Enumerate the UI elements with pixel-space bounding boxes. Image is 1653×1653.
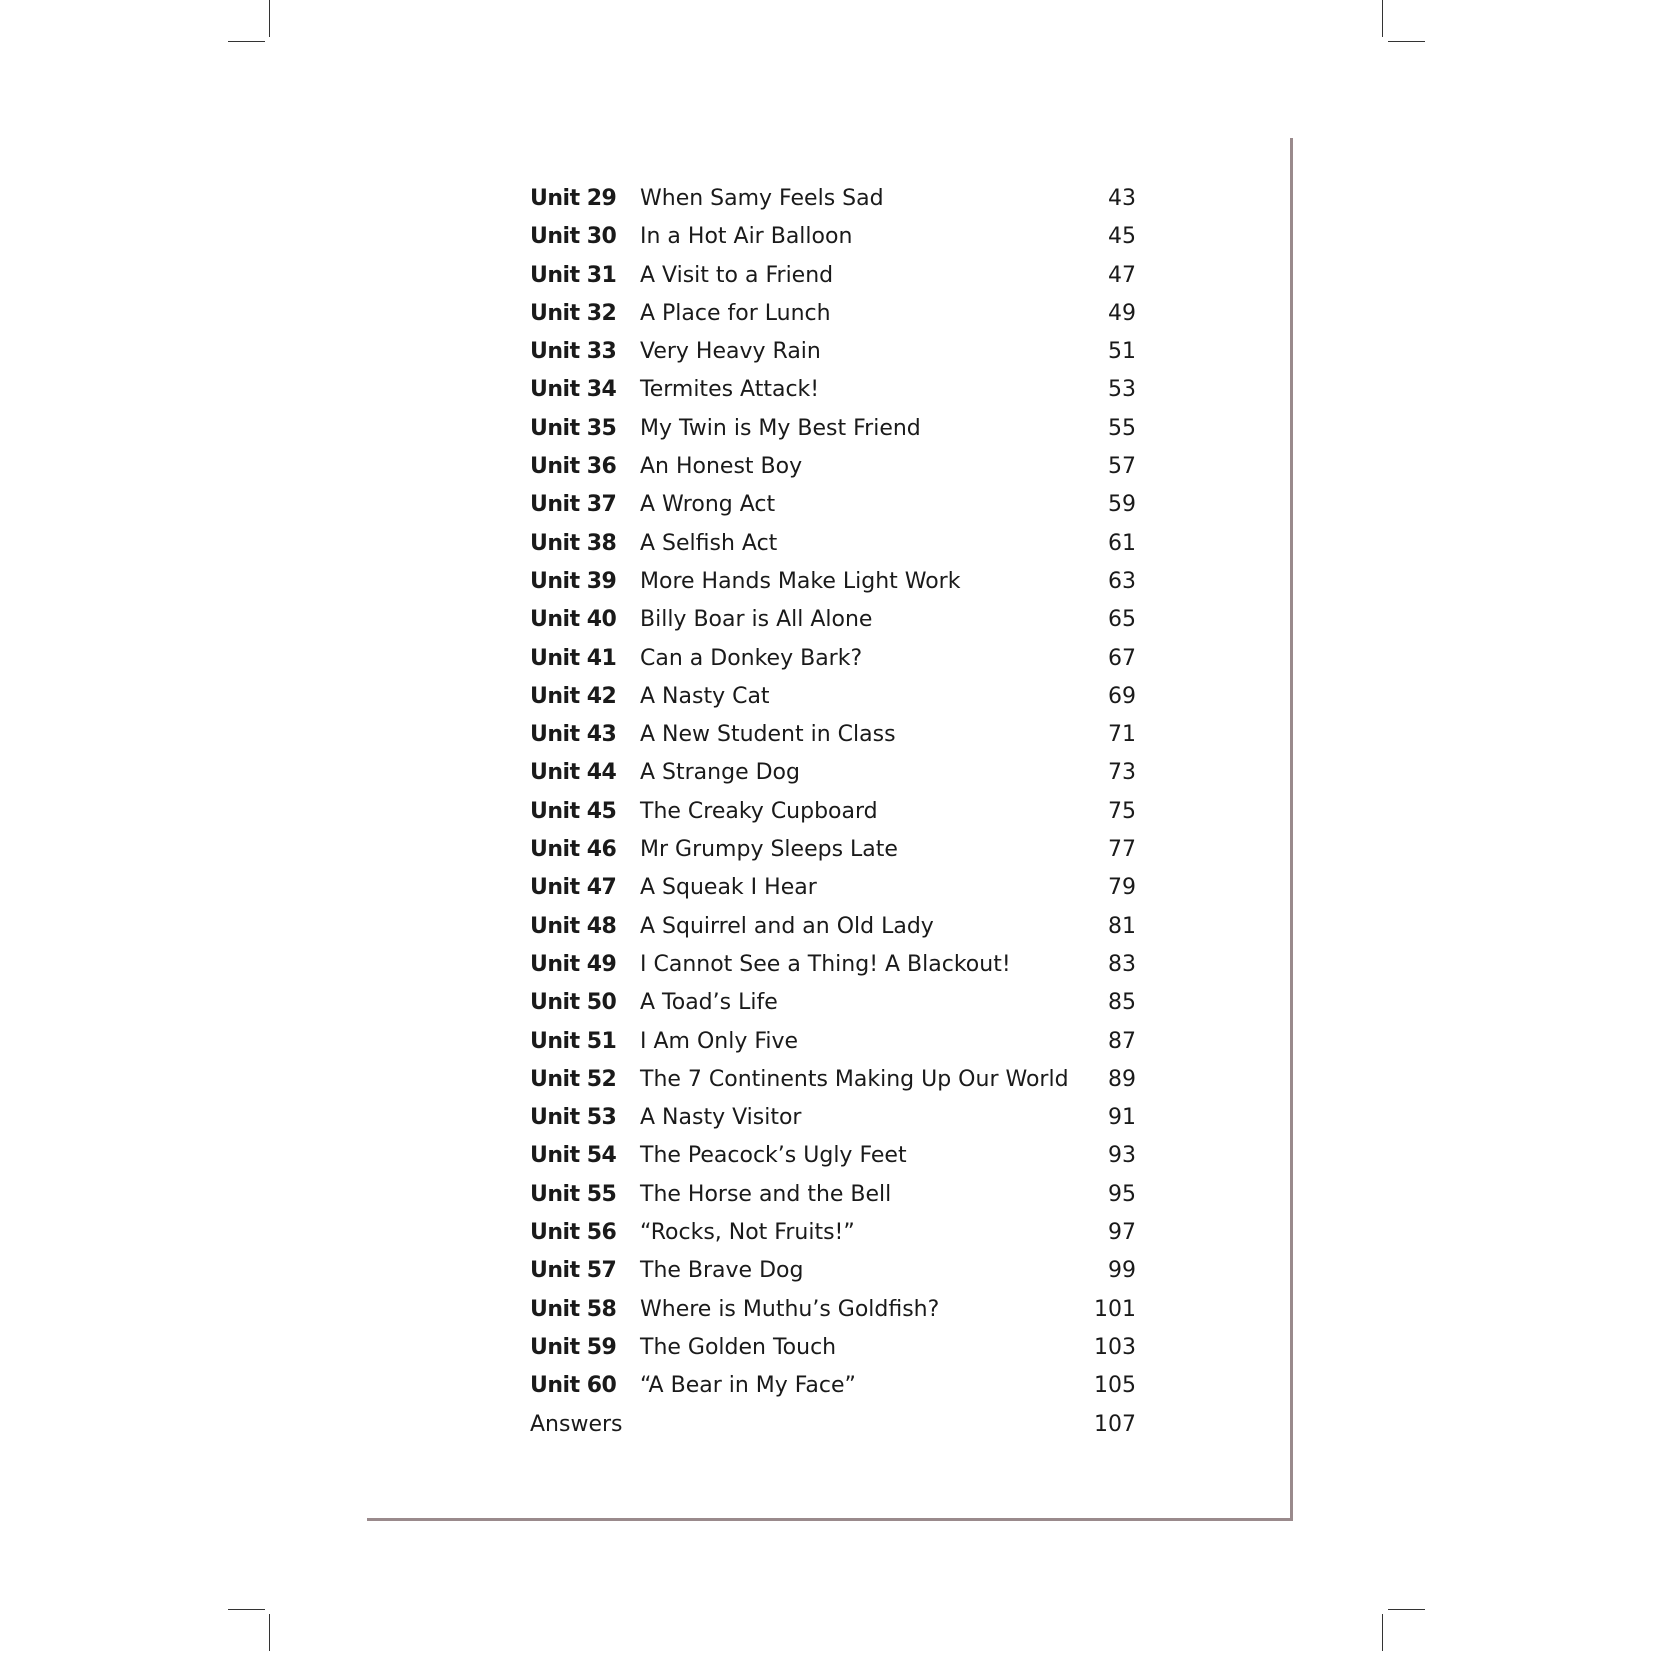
toc-entry[interactable] bbox=[530, 257, 1140, 295]
page-number: 55 bbox=[1108, 415, 1136, 441]
toc-entry[interactable] bbox=[530, 716, 1140, 754]
unit-title: Mr Grumpy Sleeps Late bbox=[640, 837, 898, 863]
crop-mark-bottom-left-horizontal bbox=[228, 1609, 265, 1610]
unit-number: Unit 36 bbox=[530, 454, 617, 480]
page-number: 65 bbox=[1108, 607, 1136, 633]
page-number: 57 bbox=[1108, 454, 1136, 480]
page-number: 95 bbox=[1108, 1181, 1136, 1207]
toc-entry[interactable] bbox=[530, 180, 1140, 218]
unit-title: A Selfish Act bbox=[640, 530, 778, 556]
unit-number: Unit 53 bbox=[530, 1105, 617, 1131]
unit-title: A Visit to a Friend bbox=[640, 262, 834, 288]
page-number: 103 bbox=[1094, 1334, 1136, 1360]
unit-title: A Wrong Act bbox=[640, 492, 776, 518]
page-number: 91 bbox=[1108, 1105, 1136, 1131]
unit-number: Unit 37 bbox=[530, 492, 617, 518]
unit-number: Unit 42 bbox=[530, 683, 617, 709]
unit-number: Unit 59 bbox=[530, 1334, 617, 1360]
unit-title: Very Heavy Rain bbox=[640, 339, 821, 365]
unit-title: A New Student in Class bbox=[640, 722, 896, 748]
unit-title: “Rocks, Not Fruits!” bbox=[640, 1220, 855, 1246]
unit-number: Unit 47 bbox=[530, 875, 617, 901]
unit-title: The Horse and the Bell bbox=[640, 1181, 892, 1207]
page-number: 69 bbox=[1108, 683, 1136, 709]
toc-entry[interactable] bbox=[530, 984, 1140, 1022]
page-number: 101 bbox=[1094, 1296, 1136, 1322]
toc-entry[interactable] bbox=[530, 410, 1140, 448]
page-number: 59 bbox=[1108, 492, 1136, 518]
page-number: 85 bbox=[1108, 990, 1136, 1016]
unit-title: A Nasty Visitor bbox=[640, 1105, 802, 1131]
unit-title: My Twin is My Best Friend bbox=[640, 415, 921, 441]
page-number: 93 bbox=[1108, 1143, 1136, 1169]
page-number: 89 bbox=[1108, 1066, 1136, 1092]
unit-title: Where is Muthu’s Goldfish? bbox=[640, 1296, 940, 1322]
toc-entry[interactable] bbox=[530, 1023, 1140, 1061]
toc-entry[interactable] bbox=[530, 640, 1140, 678]
toc-entry[interactable] bbox=[530, 1176, 1140, 1214]
crop-mark-bottom-left-vertical bbox=[269, 1614, 270, 1651]
crop-mark-top-right-horizontal bbox=[1388, 41, 1425, 42]
page-number: 77 bbox=[1108, 837, 1136, 863]
toc-entry[interactable] bbox=[530, 486, 1140, 524]
toc-entry[interactable] bbox=[530, 333, 1140, 371]
unit-number: Unit 52 bbox=[530, 1066, 617, 1092]
unit-number: Unit 46 bbox=[530, 837, 617, 863]
page-number: 79 bbox=[1108, 875, 1136, 901]
page-number: 67 bbox=[1108, 645, 1136, 671]
unit-number: Unit 50 bbox=[530, 990, 617, 1016]
page-number: 87 bbox=[1108, 1028, 1136, 1054]
page-number: 45 bbox=[1108, 224, 1136, 250]
toc-entry[interactable] bbox=[530, 1329, 1140, 1367]
unit-number: Unit 34 bbox=[530, 377, 617, 403]
crop-mark-bottom-right-vertical bbox=[1382, 1614, 1383, 1651]
unit-number: Unit 39 bbox=[530, 568, 617, 594]
toc-entry[interactable] bbox=[530, 1252, 1140, 1290]
unit-number: Unit 38 bbox=[530, 530, 617, 556]
unit-title: The Creaky Cupboard bbox=[640, 798, 878, 824]
toc-entry[interactable] bbox=[530, 1137, 1140, 1175]
toc-entry[interactable] bbox=[530, 295, 1140, 333]
page-number: 97 bbox=[1108, 1220, 1136, 1246]
unit-title: When Samy Feels Sad bbox=[640, 186, 884, 211]
page-number: 81 bbox=[1108, 913, 1136, 939]
unit-number: Unit 35 bbox=[530, 415, 617, 441]
toc-entry[interactable] bbox=[530, 525, 1140, 563]
toc-entry[interactable] bbox=[530, 448, 1140, 486]
page-number: 51 bbox=[1108, 339, 1136, 365]
page-number: 61 bbox=[1108, 530, 1136, 556]
unit-title: Billy Boar is All Alone bbox=[640, 607, 873, 633]
unit-number: Unit 30 bbox=[530, 224, 617, 250]
page-number: 47 bbox=[1108, 262, 1136, 288]
page-number: 49 bbox=[1108, 300, 1136, 326]
page-number: 71 bbox=[1108, 722, 1136, 748]
unit-number: Unit 43 bbox=[530, 722, 617, 748]
unit-title: Can a Donkey Bark? bbox=[640, 645, 863, 671]
page-number: 73 bbox=[1108, 760, 1136, 786]
unit-title: A Strange Dog bbox=[640, 760, 800, 786]
toc-entry[interactable] bbox=[530, 1061, 1140, 1099]
unit-number: Unit 45 bbox=[530, 798, 617, 824]
unit-title: An Honest Boy bbox=[640, 454, 803, 480]
toc-entry[interactable] bbox=[530, 869, 1140, 907]
unit-title: I Am Only Five bbox=[640, 1028, 799, 1054]
unit-title: In a Hot Air Balloon bbox=[640, 224, 853, 250]
unit-title: The 7 Continents Making Up Our World bbox=[640, 1066, 1069, 1092]
unit-title: The Brave Dog bbox=[640, 1258, 804, 1284]
crop-mark-bottom-right-horizontal bbox=[1388, 1609, 1425, 1610]
unit-number: Unit 29 bbox=[530, 186, 617, 211]
unit-title: A Squeak I Hear bbox=[640, 875, 817, 901]
unit-number: Unit 57 bbox=[530, 1258, 617, 1284]
unit-title: “A Bear in My Face” bbox=[640, 1373, 856, 1399]
toc-entry[interactable] bbox=[530, 908, 1140, 946]
crop-mark-top-left-horizontal bbox=[228, 41, 265, 42]
toc-entry[interactable] bbox=[530, 601, 1140, 639]
unit-number: Unit 51 bbox=[530, 1028, 617, 1054]
toc-entry[interactable] bbox=[530, 1099, 1140, 1137]
toc-entry[interactable] bbox=[530, 1214, 1140, 1252]
toc-entry[interactable] bbox=[530, 678, 1140, 716]
page-number: 83 bbox=[1108, 951, 1136, 977]
page-frame-right-border bbox=[1290, 138, 1293, 1521]
unit-number: Unit 54 bbox=[530, 1143, 617, 1169]
toc-entry[interactable] bbox=[530, 1367, 1140, 1405]
page-number: 63 bbox=[1108, 568, 1136, 594]
toc-entry[interactable] bbox=[530, 831, 1140, 869]
unit-title: A Toad’s Life bbox=[640, 990, 778, 1016]
unit-title: A Place for Lunch bbox=[640, 300, 831, 326]
unit-number: Unit 32 bbox=[530, 300, 617, 326]
page-number: 107 bbox=[1094, 1411, 1136, 1437]
page-number: 43 bbox=[1108, 186, 1136, 211]
unit-title: I Cannot See a Thing! A Blackout! bbox=[640, 951, 1011, 977]
unit-number: Unit 31 bbox=[530, 262, 617, 288]
page-number: 99 bbox=[1108, 1258, 1136, 1284]
crop-mark-top-right-vertical bbox=[1382, 0, 1383, 37]
unit-number: Unit 40 bbox=[530, 607, 617, 633]
unit-number: Unit 49 bbox=[530, 951, 617, 977]
unit-title: The Golden Touch bbox=[640, 1334, 837, 1360]
unit-number: Unit 58 bbox=[530, 1296, 617, 1322]
unit-number: Unit 41 bbox=[530, 645, 617, 671]
table-of-contents bbox=[530, 180, 1140, 1444]
unit-title: More Hands Make Light Work bbox=[640, 568, 961, 594]
crop-mark-top-left-vertical bbox=[269, 0, 270, 37]
toc-entry[interactable] bbox=[530, 754, 1140, 792]
page-number: 75 bbox=[1108, 798, 1136, 824]
unit-title: The Peacock’s Ugly Feet bbox=[640, 1143, 907, 1169]
toc-entry[interactable] bbox=[530, 946, 1140, 984]
unit-number: Unit 48 bbox=[530, 913, 617, 939]
toc-entry[interactable] bbox=[530, 218, 1140, 256]
answers-label: Answers bbox=[530, 1411, 623, 1437]
unit-number: Unit 55 bbox=[530, 1181, 617, 1207]
toc-entry[interactable] bbox=[530, 563, 1140, 601]
toc-entry-answers[interactable] bbox=[530, 1406, 1140, 1444]
unit-title: A Squirrel and an Old Lady bbox=[640, 913, 934, 939]
unit-title: Termites Attack! bbox=[640, 377, 820, 403]
page-frame-bottom-border bbox=[367, 1518, 1293, 1521]
unit-number: Unit 44 bbox=[530, 760, 617, 786]
unit-number: Unit 60 bbox=[530, 1373, 617, 1399]
page-number: 53 bbox=[1108, 377, 1136, 403]
page-number: 105 bbox=[1094, 1373, 1136, 1399]
unit-number: Unit 33 bbox=[530, 339, 617, 365]
unit-title: A Nasty Cat bbox=[640, 683, 770, 709]
unit-number: Unit 56 bbox=[530, 1220, 617, 1246]
toc-entry[interactable] bbox=[530, 1291, 1140, 1329]
toc-entry[interactable] bbox=[530, 371, 1140, 409]
toc-entry[interactable] bbox=[530, 793, 1140, 831]
